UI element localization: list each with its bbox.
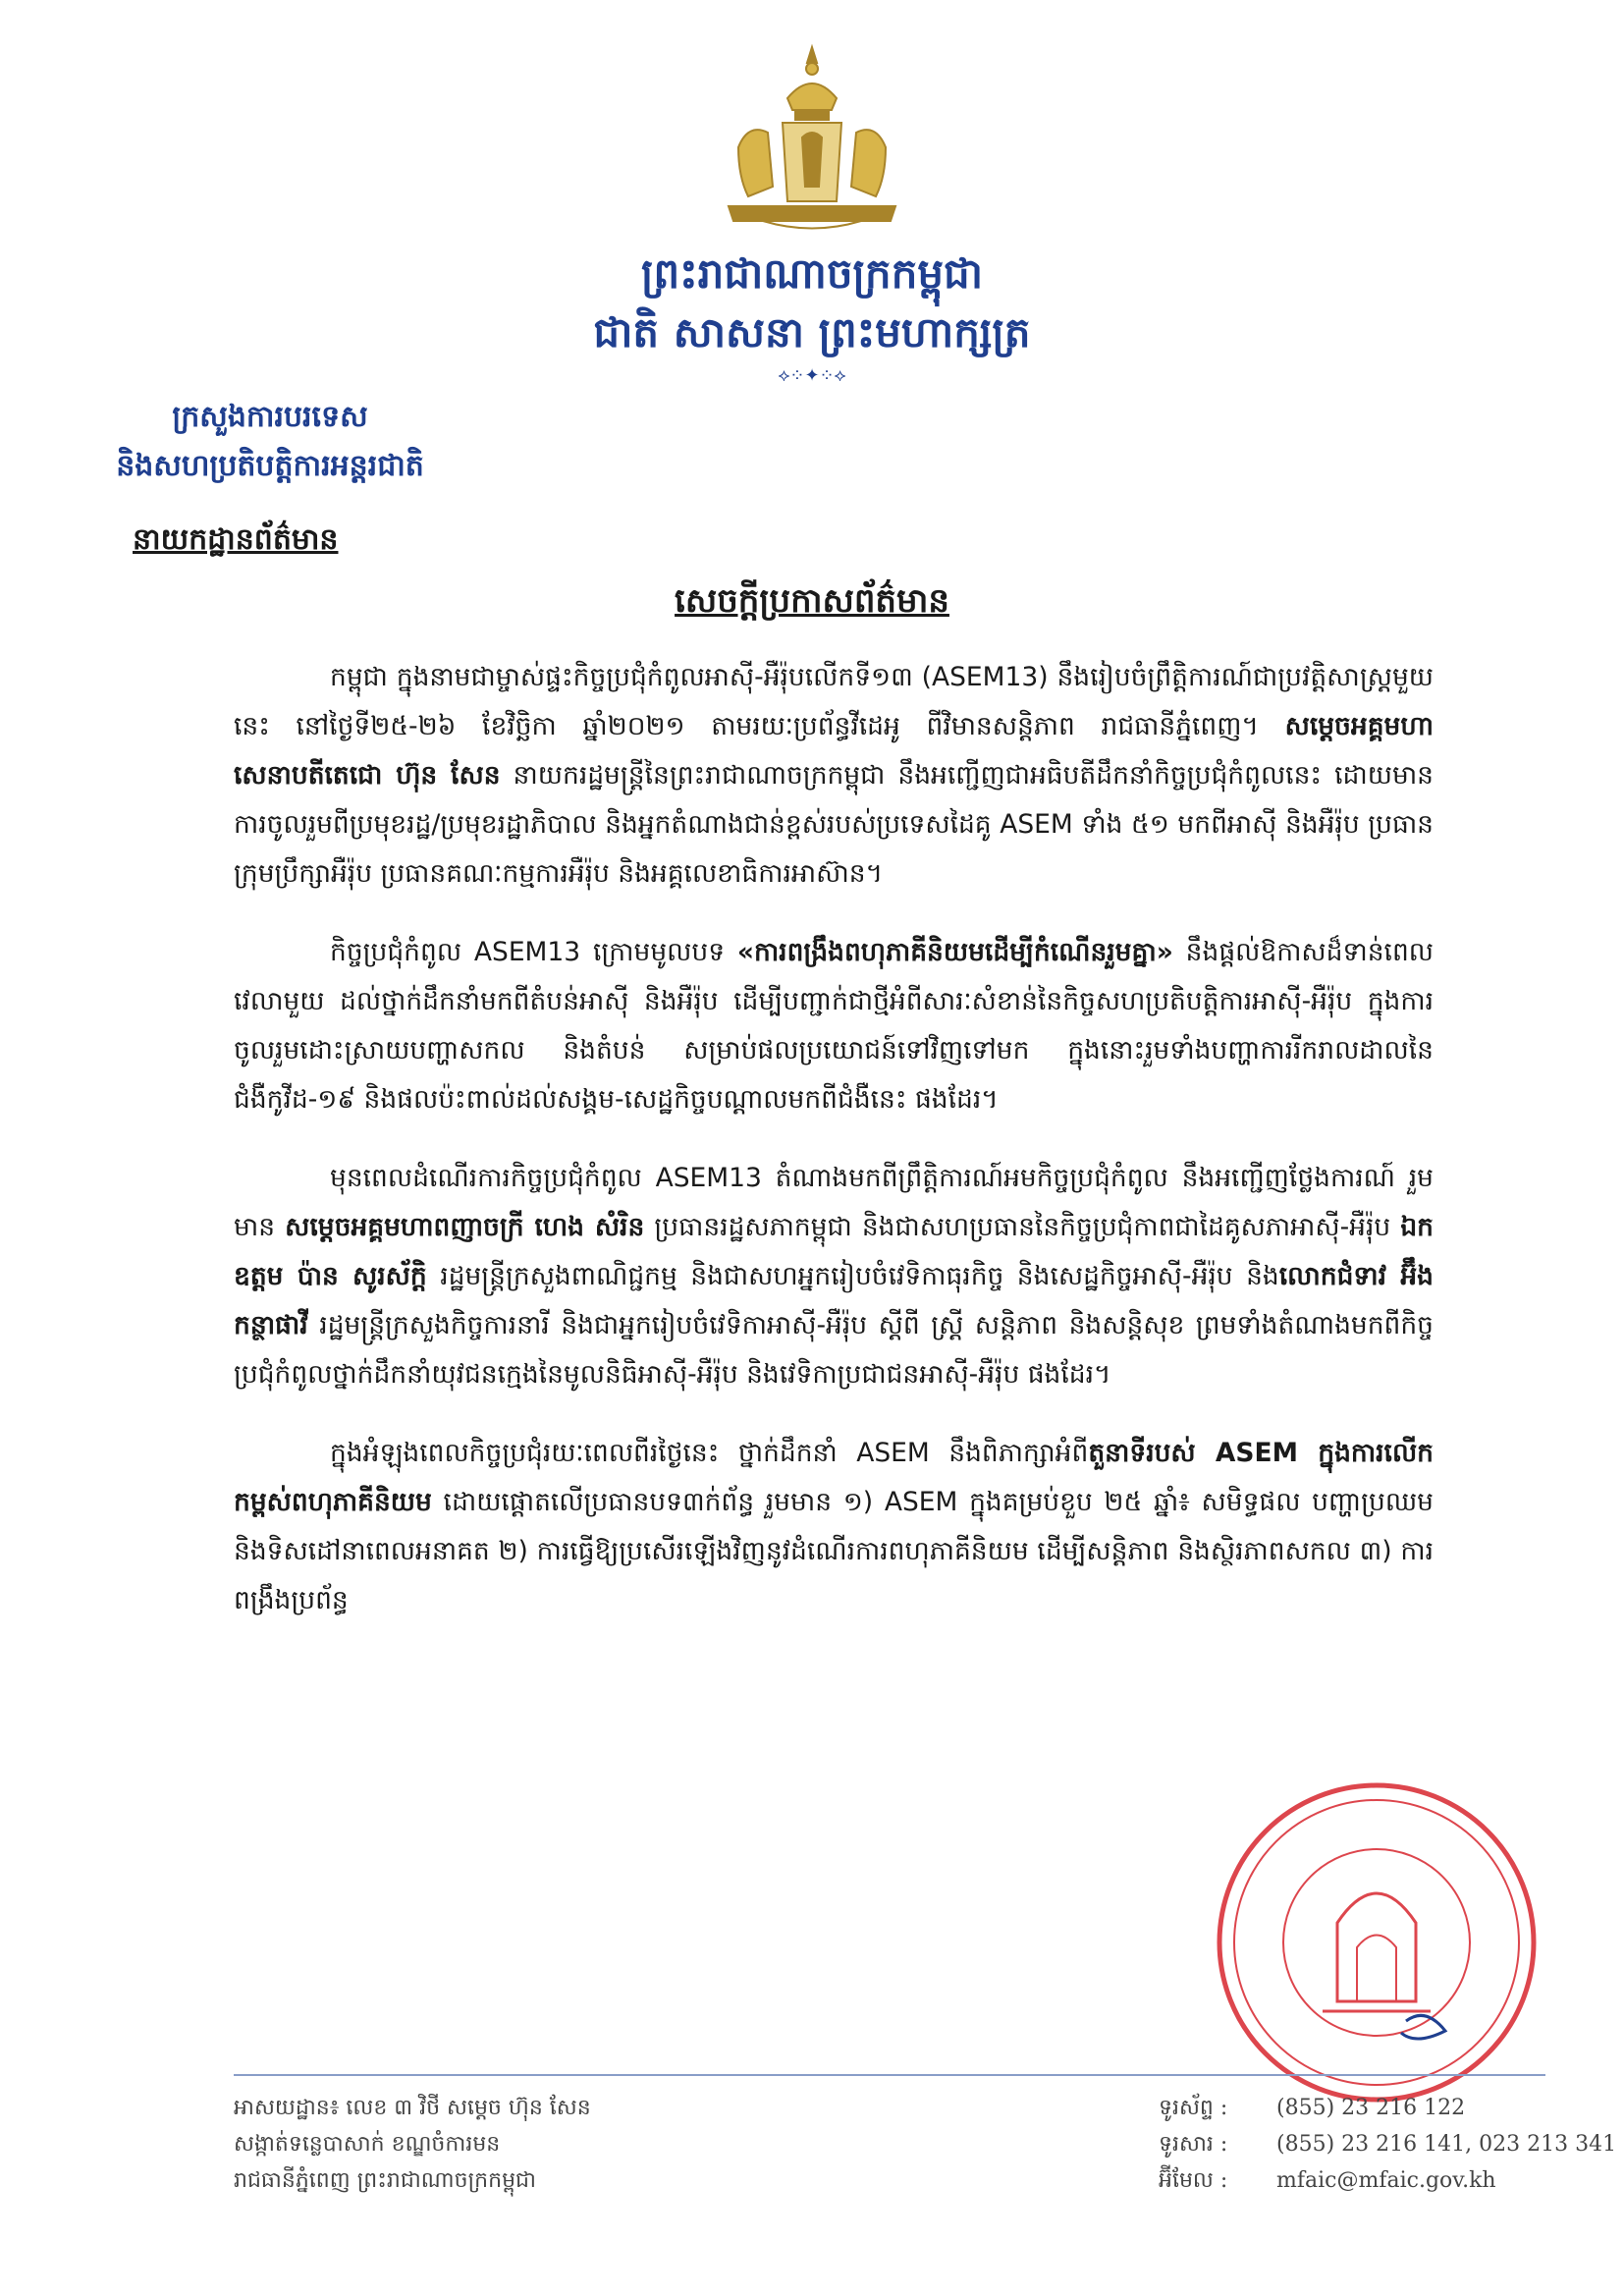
speaker-1: សម្តេចអគ្គមហាពញាចក្រី ហេង សំរិន [285,1212,645,1242]
address-line-1: អាសយដ្ឋាន៖ លេខ ៣ វិថី សម្តេច ហ៊ុន សែន [234,2096,591,2120]
ministry-name-line2: និងសហប្រតិបត្តិការអន្តរជាតិ [116,449,424,483]
paragraph-2: កិច្ចប្រជុំកំពូល ASEM13 ក្រោមមូលបទ «ការពង្រឹងពហុភាគីនិយមដើម្បីកំណើនរួមគ្នា» នឹងផ្តល់ឱកាសដ៏ទាន់ពេលវេលាមួយ ដល់ថ្នាក់ដឹកនាំមកពីតំបន់អាស៊ី និងអឺរ៉ុប ដើម្បីបញ្ជាក់ជាថ្មីអំពីសារៈសំខាន់នៃកិច្ចសហប្រតិបត្តិការអាស៊ី-អឺរ៉ុប ក្នុងការចូលរួមដោះស្រាយបញ្ហាសកល និងតំបន់ សម្រាប់ផលប្រយោជន៍ទៅវិញទៅមក ក្នុងនោះរួមទាំងបញ្ហាការរីករាលដាលនៃជំងឺកូវីដ-១៩ និងផលប៉ះពាល់ដល់សង្គម-សេដ្ឋកិច្ចបណ្តាលមកពីជំងឺនេះ ផងដែរ។ [234,937,1434,1115]
speaker-2: ឯកឧត្តម ប៉ាន សូរស័ក្តិ [234,1212,1434,1291]
footer-address [234,2090,591,2199]
royal-arms-emblem-icon [709,39,915,241]
footer-divider [234,2074,1545,2076]
paragraph-3: មុនពេលដំណើរការកិច្ចប្រជុំកំពូល ASEM13 តំណាងមកពីព្រឹត្តិការណ៍អមកិច្ចប្រជុំកំពូល នឹងអញ្ជើញថ្លែងការណ៍ រួមមាន សម្តេចអគ្គមហាពញាចក្រី ហេង សំរិន ប្រធានរដ្ឋសភាកម្ពុជា និងជាសហប្រធាននៃកិច្ចប្រជុំកាពជាដៃគូសភាអាស៊ី-អឺរ៉ុប ឯកឧត្តម ប៉ាន សូរស័ក្តិ រដ្ឋមន្ត្រីក្រសួងពាណិជ្ជកម្ម និងជាសហអ្នករៀបចំវេទិកាធុរកិច្ច និងសេដ្ឋកិច្ចអាស៊ី-អឺរ៉ុប និងលោកជំទាវ អ៊ឹង កន្ថាផាវី រដ្ឋមន្ត្រីក្រសួងកិច្ចការនារី និងជាអ្នករៀបចំវេទិកាអាស៊ី-អឺរ៉ុប ស្តីពី ស្ត្រី សន្តិភាព និងសន្តិសុខ ព្រមទាំងតំណាងមកពីកិច្ចប្រជុំកំពូលថ្នាក់ដឹកនាំយុវជនក្មេងនៃមូលនិធិអាស៊ី-អឺរ៉ុប និងវេទិកាប្រជាជនអាស៊ី-អឺរ៉ុប ផងដែរ។ [234,1163,1434,1390]
department-name: នាយកដ្ឋានព័ត៌មាន [133,522,339,557]
fax-number: (855) 23 216 141, 023 213 341 [1276,2132,1617,2157]
phone-number: (855) 23 216 122 [1276,2096,1466,2120]
pm-name: សម្តេចអគ្គមហាសេនាបតីតេជោ ហ៊ុន សែន [234,711,1434,791]
document-body [234,653,1434,1655]
paragraph-4: ក្នុងអំឡុងពេលកិច្ចប្រជុំរយៈពេលពីរថ្ងៃនេះ ថ្នាក់ដឹកនាំ ASEM នឹងពិភាក្សាអំពីតួនាទីរបស់ ASEM ក្នុងការលើកកម្ពស់ពហុភាគីនិយម ដោយផ្តោតលើប្រធានបទ៣ក់ព័ន្ធ រួមមាន ១) ASEM ក្នុងគម្រប់ខួប ២៥ ឆ្នាំ៖ សមិទ្ធផល បញ្ហាប្រឈម និងទិសដៅនាពេលអនាគត ២) ការធ្វើឱ្យប្រសើរឡើងវិញនូវដំណើរការពហុភាគីនិយម ដើម្បីសន្តិភាព និងស្ថិរភាពសកល ៣) ការពង្រឹងប្រព័ន្ធ [234,1438,1434,1615]
national-motto: ជាតិ សាសនា ព្រះមហាក្សត្រ [593,308,1031,356]
summit-theme: «ការពង្រឹងពហុភាគីនិយមដើម្បីកំណើនរួមគ្នា» [736,937,1173,967]
official-seal-stamp-icon [1210,1776,1543,2109]
paragraph-1: កម្ពុជា ក្នុងនាមជាម្ចាស់ផ្ទះកិច្ចប្រជុំកំពូលអាស៊ី-អឺរ៉ុបលើកទី១៣ (ASEM13) នឹងរៀបចំព្រឹត្តិការណ៍ជាប្រវត្តិសាស្ត្រមួយនេះ នៅថ្ងៃទី២៥-២៦ ខែវិច្ឆិកា ឆ្នាំ២០២១ តាមរយៈប្រព័ន្ធវីដេអូ ពីវិមានសន្តិភាព រាជធានីភ្នំពេញ។ សម្តេចអគ្គមហាសេនាបតីតេជោ ហ៊ុន សែន នាយករដ្ឋមន្ត្រីនៃព្រះរាជាណាចក្រកម្ពុជា នឹងអញ្ជើញជាអធិបតីដឹកនាំកិច្ចប្រជុំកំពូលនេះ ដោយមានការចូលរួមពីប្រមុខរដ្ឋ/ប្រមុខរដ្ឋាភិបាល និងអ្នកតំណាងជាន់ខ្ពស់របស់ប្រទេសដៃគូ ASEM ទាំង ៥១ មកពីអាស៊ី និងអឺរ៉ុប ប្រធានក្រុមប្រឹក្សាអឺរ៉ុប ប្រធានគណៈកម្មការអឺរ៉ុប និងអគ្គលេខាធិការអាស៊ាន។ [234,662,1434,889]
asem-role: តួនាទីរបស់ ASEM ក្នុងការលើកកម្ពស់ពហុភាគីនិយម [234,1438,1434,1517]
kingdom-title: ព្រះរាជាណាចក្រកម្ពុជា [640,249,984,298]
ministry-name-line1: ក្រសួងការបរទេស [172,400,368,434]
speaker-3: លោកជំទាវ អ៊ឹង កន្ថាផាវី [234,1261,1434,1340]
footer-contacts [1159,2090,1616,2199]
phone-row: ទូរស័ព្ទ : (855) 23 216 122 [1159,2096,1466,2120]
ornament-divider: ⟡⁘✦⁘⟡ [778,365,846,386]
email-row: អ៊ីមែល : mfaic@mfaic.gov.kh [1159,2168,1496,2193]
email-address[interactable]: mfaic@mfaic.gov.kh [1276,2168,1496,2193]
address-line-3: រាជធានីភ្នំពេញ ព្រះរាជាណាចក្រកម្ពុជា [234,2168,536,2193]
fax-row: ទូរសារ : (855) 23 216 141, 023 213 341 [1159,2132,1617,2157]
address-line-2: សង្កាត់ទន្លេបាសាក់ ខណ្ឌចំការមន [234,2132,501,2157]
document-title: សេចក្តីប្រកាសព័ត៌មាន [675,581,949,621]
